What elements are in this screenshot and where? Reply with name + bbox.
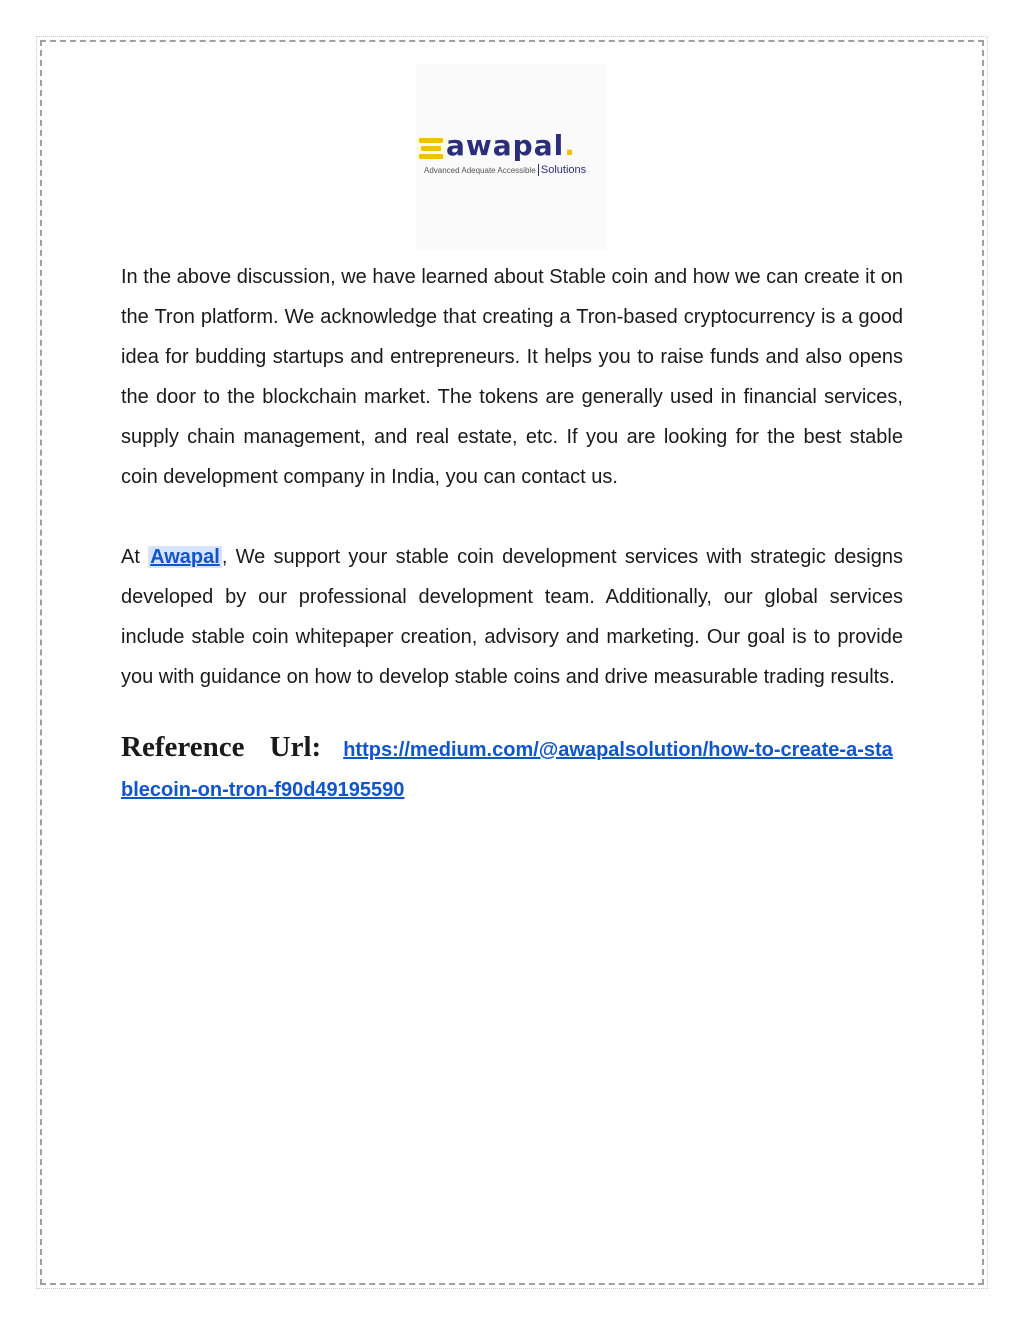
reference-url-link[interactable]: https://medium.com/@awapalsolution/how-to-create-a-stablecoin-on-tron-f90d49195590 bbox=[121, 739, 893, 801]
document-body bbox=[121, 257, 903, 810]
paragraph-about: At Awapal , We support your stable coin development services with strategic designs developed by our professional development team. Additionally, our global services include stable coin whitepaper creation, advisory and marketing. Our goal is to provide you with guidance on how to develop stable coins and drive measurable trading results. bbox=[121, 546, 903, 688]
logo-tagline-brand: Solutions bbox=[538, 164, 586, 176]
reference-section bbox=[121, 727, 903, 810]
logo-wordmark: awapal. bbox=[446, 129, 576, 162]
paragraph-conclusion: In the above discussion, we have learned about Stable coin and how we can create it on the Tron platform. We acknowledge that creating a Tron-based cryptocurrency is a good idea for budding startups and entrepreneurs. It helps you to raise funds and also opens the door to the blockchain market. The tokens are generally used in financial services, supply chain management, and real estate, etc. If you are looking for the best stable coin development company in India, you can contact us. bbox=[121, 266, 903, 488]
awapal-link[interactable]: Awapal bbox=[150, 546, 220, 568]
logo-bars-icon bbox=[419, 138, 445, 160]
reference-label: Reference Url: bbox=[121, 731, 322, 763]
company-logo bbox=[416, 64, 606, 250]
logo-tagline: Advanced Adequate Accessible Solutions bbox=[424, 164, 587, 176]
